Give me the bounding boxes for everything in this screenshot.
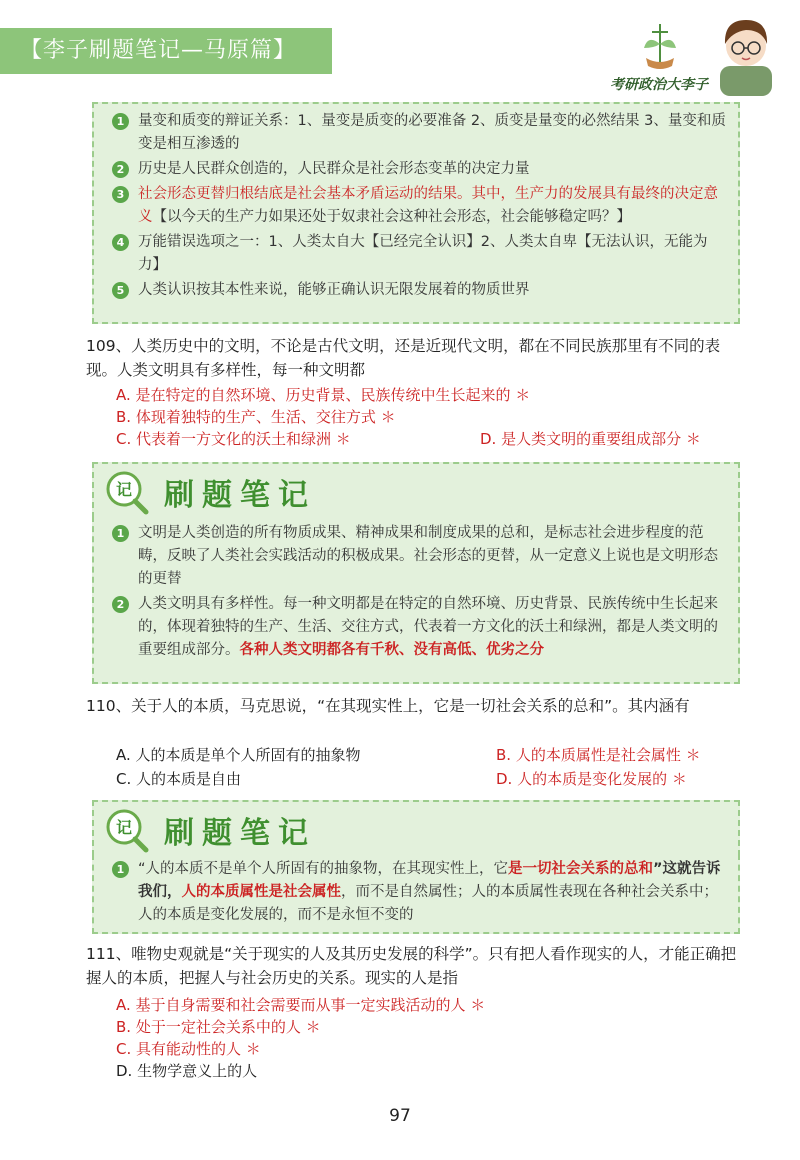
magnifier-note-icon bbox=[102, 468, 152, 516]
question-109-stem: 109、人类历史中的文明，不论是古代文明，还是近现代文明，都在不同民族那里有不同的表现。人类文明具有多样性，每一种文明都 bbox=[86, 337, 721, 379]
note-number-badge: 1 bbox=[112, 113, 129, 130]
notes-icon-char: 记 bbox=[115, 480, 133, 499]
brand-name: 考研政治大李子 bbox=[610, 77, 708, 93]
note-item bbox=[110, 231, 726, 277]
note-number-badge: 1 bbox=[112, 525, 129, 542]
q109-option-d: D. 是人类文明的重要组成部分 ＊ bbox=[480, 430, 701, 448]
note-number-badge: 5 bbox=[112, 282, 129, 299]
note-number-badge: 2 bbox=[112, 596, 129, 613]
note-number-badge: 3 bbox=[112, 186, 129, 203]
notes-box-3 bbox=[92, 854, 740, 934]
note-text: 人的本质属性是社会属性 bbox=[181, 884, 341, 900]
note-text: 【以今天的生产力如果还处于奴隶社会这种社会形态，社会能够稳定吗？】 bbox=[152, 209, 631, 225]
question-111-stem: 111、唯物史观就是“关于现实的人及其历史发展的科学”。只有把人看作现实的人，才能正确把握人的本质，把握人与社会历史的关系。现实的人是指 bbox=[86, 945, 737, 987]
chapter-banner: 【李子刷题笔记—马原篇】 bbox=[0, 28, 332, 74]
q109-option-b: B. 体现着独特的生产、生活、交往方式 ＊ bbox=[116, 408, 396, 426]
magnifier-note-icon bbox=[102, 806, 152, 854]
note-item bbox=[110, 522, 726, 591]
note-number-badge: 4 bbox=[112, 234, 129, 251]
q111-option-a: A. 基于自身需要和社会需要而从事一定实践活动的人 ＊ bbox=[116, 996, 486, 1014]
note-text: ”这就告诉我们， bbox=[138, 861, 721, 900]
q110-option-d: D. 人的本质是变化发展的 ＊ bbox=[496, 770, 687, 788]
note-item bbox=[110, 279, 726, 302]
note-item bbox=[110, 593, 726, 662]
note-text: 社会形态更替归根结底是社会基本矛盾运动的结果。其中，生产力的发展具有最终的决定意义 bbox=[138, 186, 718, 225]
notes-list bbox=[110, 522, 726, 662]
note-number-badge: 1 bbox=[112, 861, 129, 878]
notes-icon-char: 记 bbox=[115, 818, 133, 837]
note-item bbox=[110, 183, 726, 229]
note-text: 各种人类文明都各有千秋、没有高低、优劣之分 bbox=[239, 642, 544, 658]
note-item bbox=[110, 110, 726, 156]
question-110-stem: 110、关于人的本质，马克思说，“在其现实性上，它是一切社会关系的总和”。其内涵有 bbox=[86, 697, 690, 715]
brand-logo bbox=[610, 8, 780, 100]
notes-box-2 bbox=[92, 516, 740, 684]
notes-header bbox=[92, 800, 740, 856]
page-number: 97 bbox=[389, 1106, 411, 1126]
q109-option-c: C. 代表着一方文化的沃土和绿洲 ＊ bbox=[116, 430, 351, 448]
notes-list bbox=[110, 110, 726, 302]
q110-option-a: A. 人的本质是单个人所固有的抽象物 bbox=[116, 746, 361, 764]
q110-option-c: C. 人的本质是自由 bbox=[116, 770, 242, 788]
note-number-badge: 2 bbox=[112, 161, 129, 178]
note-text: 万能错误选项之一：1、人类太自大【已经完全认识】2、人类太自卑【无法认识，无能为力】 bbox=[138, 234, 708, 273]
notes-list bbox=[110, 858, 726, 927]
note-text: 是一切社会关系的总和 bbox=[508, 861, 654, 877]
note-item bbox=[110, 158, 726, 181]
q111-option-d: D. 生物学意义上的人 bbox=[116, 1062, 258, 1080]
q109-option-a: A. 是在特定的自然环境、历史背景、民族传统中生长起来的 ＊ bbox=[116, 386, 531, 404]
notes-header bbox=[92, 462, 740, 518]
notes-title: 刷题笔记 bbox=[164, 816, 316, 851]
note-text: ，而不是自然属性；人的本质属性表现在各种社会关系中；人的本质是变化发展的，而不是永恒不变的 bbox=[138, 884, 718, 923]
note-item bbox=[110, 858, 726, 927]
note-text: 人类认识按其本性来说，能够正确认识无限发展着的物质世界 bbox=[138, 282, 530, 298]
note-text: 文明是人类创造的所有物质成果、精神成果和制度成果的总和，是标志社会进步程度的范畴，反映了人类社会实践活动的积极成果。社会形态的更替，从一定意义上说也是文明形态的更替 bbox=[138, 525, 718, 587]
q111-option-b: B. 处于一定社会关系中的人 ＊ bbox=[116, 1018, 321, 1036]
q111-option-c: C. 具有能动性的人 ＊ bbox=[116, 1040, 261, 1058]
q110-option-b: B. 人的本质属性是社会属性 ＊ bbox=[496, 746, 701, 764]
note-text: 量变和质变的辩证关系：1、量变是质变的必要准备 2、质变是量变的必然结果 3、量变和质变是相互渗透的 bbox=[138, 113, 726, 152]
note-text: “人的本质不是单个人所固有的抽象物，在其现实性上，它 bbox=[138, 861, 509, 877]
note-text: 人类文明具有多样性。每一种文明都是在特定的自然环境、历史背景、民族传统中生长起来的，体现着独特的生产、生活、交往方式，代表着一方文化的沃土和绿洲，都是人类文明的重要组成部分。 bbox=[138, 596, 718, 658]
note-text: 历史是人民群众创造的，人民群众是社会形态变革的决定力量 bbox=[138, 161, 530, 177]
notes-box-1 bbox=[92, 102, 740, 324]
notes-title: 刷题笔记 bbox=[164, 478, 316, 513]
